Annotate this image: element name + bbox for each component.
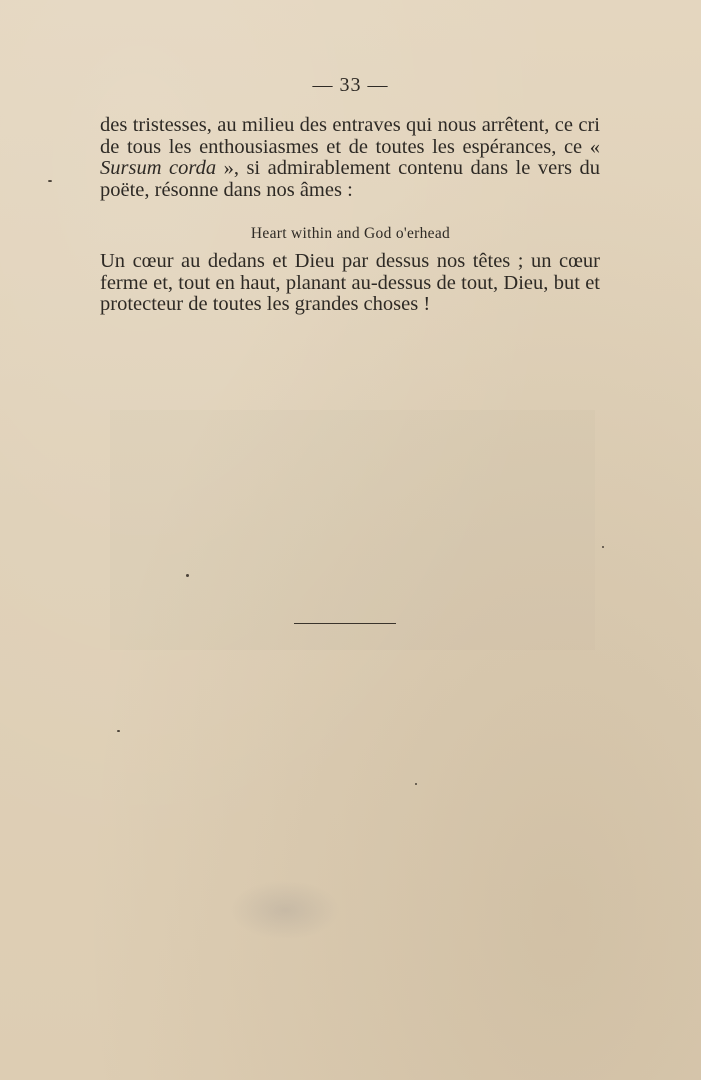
paragraph-1-italic-phrase: Sursum corda — [100, 157, 217, 179]
paper-speck — [602, 546, 604, 548]
show-through-stain — [110, 410, 595, 650]
paper-speck — [48, 180, 52, 182]
paragraph-2: Un cœur au dedans et Dieu par dessus nos têtes ; un cœur ferme et, tout en haut, planant au-dessus de tout, Dieu, but et protecteur de toutes les grandes choses ! — [100, 250, 600, 315]
english-quote: Heart within and God o'erhead — [250, 225, 451, 242]
end-rule — [294, 623, 396, 624]
page-number: — 33 — — [312, 74, 389, 96]
paragraph-1-text-end: », si admirablement contenu dans le vers du poëte, résonne dans nos âmes : — [100, 157, 600, 201]
paper-speck — [186, 574, 189, 577]
paper-speck — [117, 730, 120, 732]
paper-speck — [415, 783, 417, 785]
paragraph-1-text: des tristesses, au milieu des entraves qui nous arrêtent, ce cri de tous les enthousiasmes et de toutes les espérances, ce « — [100, 114, 600, 158]
paragraph-1 — [100, 115, 600, 201]
paper-smudge — [230, 880, 340, 940]
